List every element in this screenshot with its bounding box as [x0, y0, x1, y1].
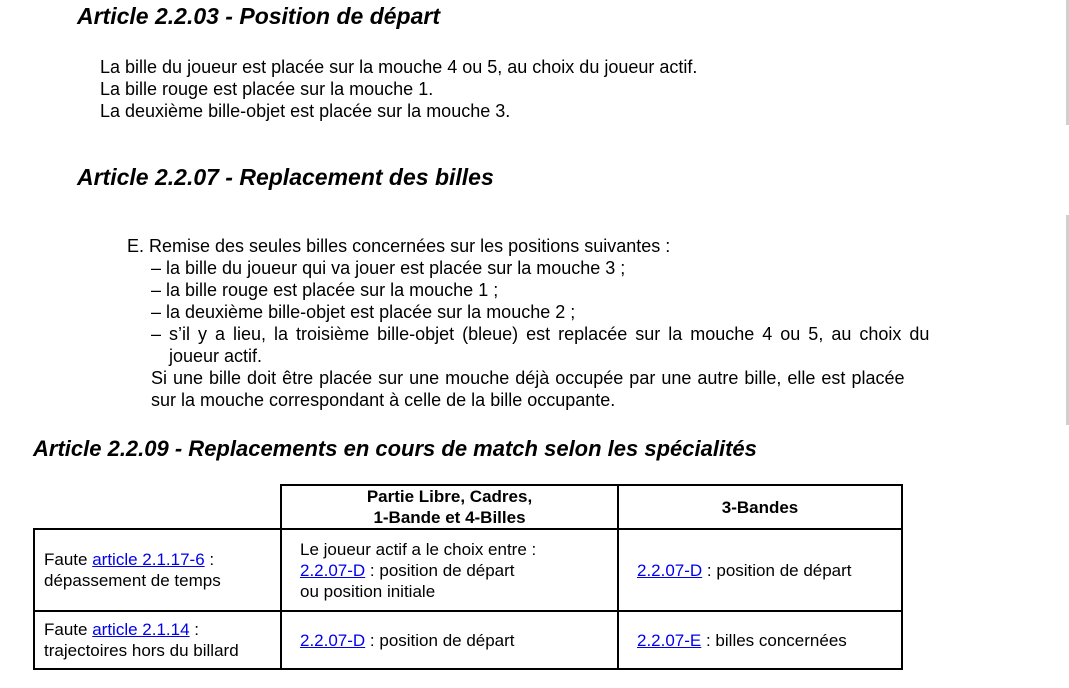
cell-libre-temps	[281, 529, 618, 611]
list-item: – s’il y a lieu, la troisième bille-objet (bleue) est replacée sur la mouche 4 ou 5, au choix du	[151, 324, 930, 344]
article-2-2-07-intro: E. Remise des seules billes concernées sur les positions suivantes :	[127, 236, 671, 256]
table-corner-cell	[34, 485, 281, 529]
row-label-prefix: Faute	[44, 620, 93, 639]
cell-text: : position de départ	[702, 560, 852, 580]
row-label-temps	[34, 529, 281, 611]
article-2-2-07-heading: Article 2.2.07 - Replacement des billes	[77, 164, 494, 190]
row-label-suffix: :	[204, 550, 215, 569]
row-label-trajectoires	[34, 611, 281, 669]
row-label-prefix: Faute	[44, 550, 93, 569]
row-label-suffix: :	[189, 620, 199, 639]
paragraph-line: La bille du joueur est placée sur la mouche 4 ou 5, au choix du joueur actif.	[100, 57, 698, 77]
row-label-desc: dépassement de temps	[44, 571, 221, 590]
column-header-3-bandes: 3-Bandes	[618, 485, 902, 529]
link-2-2-07-d[interactable]: 2.2.07-D	[637, 560, 703, 580]
table-header-row	[34, 485, 902, 529]
list-item: – la deuxième bille-objet est placée sur la mouche 2 ;	[151, 302, 576, 322]
column-header-libre	[281, 485, 618, 529]
table-row	[34, 529, 902, 611]
article-2-2-09-heading: Article 2.2.09 - Replacements en cours de match selon les spécialités	[33, 436, 757, 461]
cell-text: : billes concernées	[701, 630, 847, 650]
link-2-2-07-e[interactable]: 2.2.07-E	[637, 630, 702, 650]
link-2-2-07-d[interactable]: 2.2.07-D	[300, 630, 366, 650]
article-2-2-03-body	[100, 56, 697, 122]
cell-3-bandes-trajectoires	[618, 611, 902, 669]
link-article-2-1-14[interactable]: article 2.1.14	[92, 620, 190, 639]
list-item: – la bille rouge est placée sur la mouche 1 ;	[151, 280, 499, 300]
article-2-2-03-heading: Article 2.2.03 - Position de départ	[77, 3, 440, 29]
header-line: 1-Bande et 4-Billes	[373, 508, 526, 527]
paragraph-line: La deuxième bille-objet est placée sur la mouche 3.	[100, 101, 511, 121]
list-item: – la bille du joueur qui va jouer est placée sur la mouche 3 ;	[151, 258, 626, 278]
closing-line: sur la mouche correspondant à celle de la bille occupante.	[151, 390, 616, 410]
list-item-continuation: joueur actif.	[169, 346, 263, 366]
link-2-2-07-d[interactable]: 2.2.07-D	[300, 560, 366, 580]
cell-text: Le joueur actif a le choix entre :	[300, 539, 537, 559]
article-2-2-07-list	[151, 257, 929, 411]
cell-text: : position de départ	[365, 560, 515, 580]
cell-text: ou position initiale	[300, 581, 436, 601]
cell-text: : position de départ	[365, 630, 515, 650]
row-label-desc: trajectoires hors du billard	[44, 641, 239, 660]
link-article-2-1-17-6[interactable]: article 2.1.17-6	[92, 550, 205, 569]
paragraph-line: La bille rouge est placée sur la mouche 1.	[100, 79, 434, 99]
table-row	[34, 611, 902, 669]
cell-3-bandes-temps	[618, 529, 902, 611]
replacement-table	[33, 484, 903, 670]
closing-line: Si une bille doit être placée sur une mouche déjà occupée par une autre bille, elle est placée	[151, 368, 905, 388]
header-line: Partie Libre, Cadres,	[366, 487, 533, 506]
cell-libre-trajectoires	[281, 611, 618, 669]
